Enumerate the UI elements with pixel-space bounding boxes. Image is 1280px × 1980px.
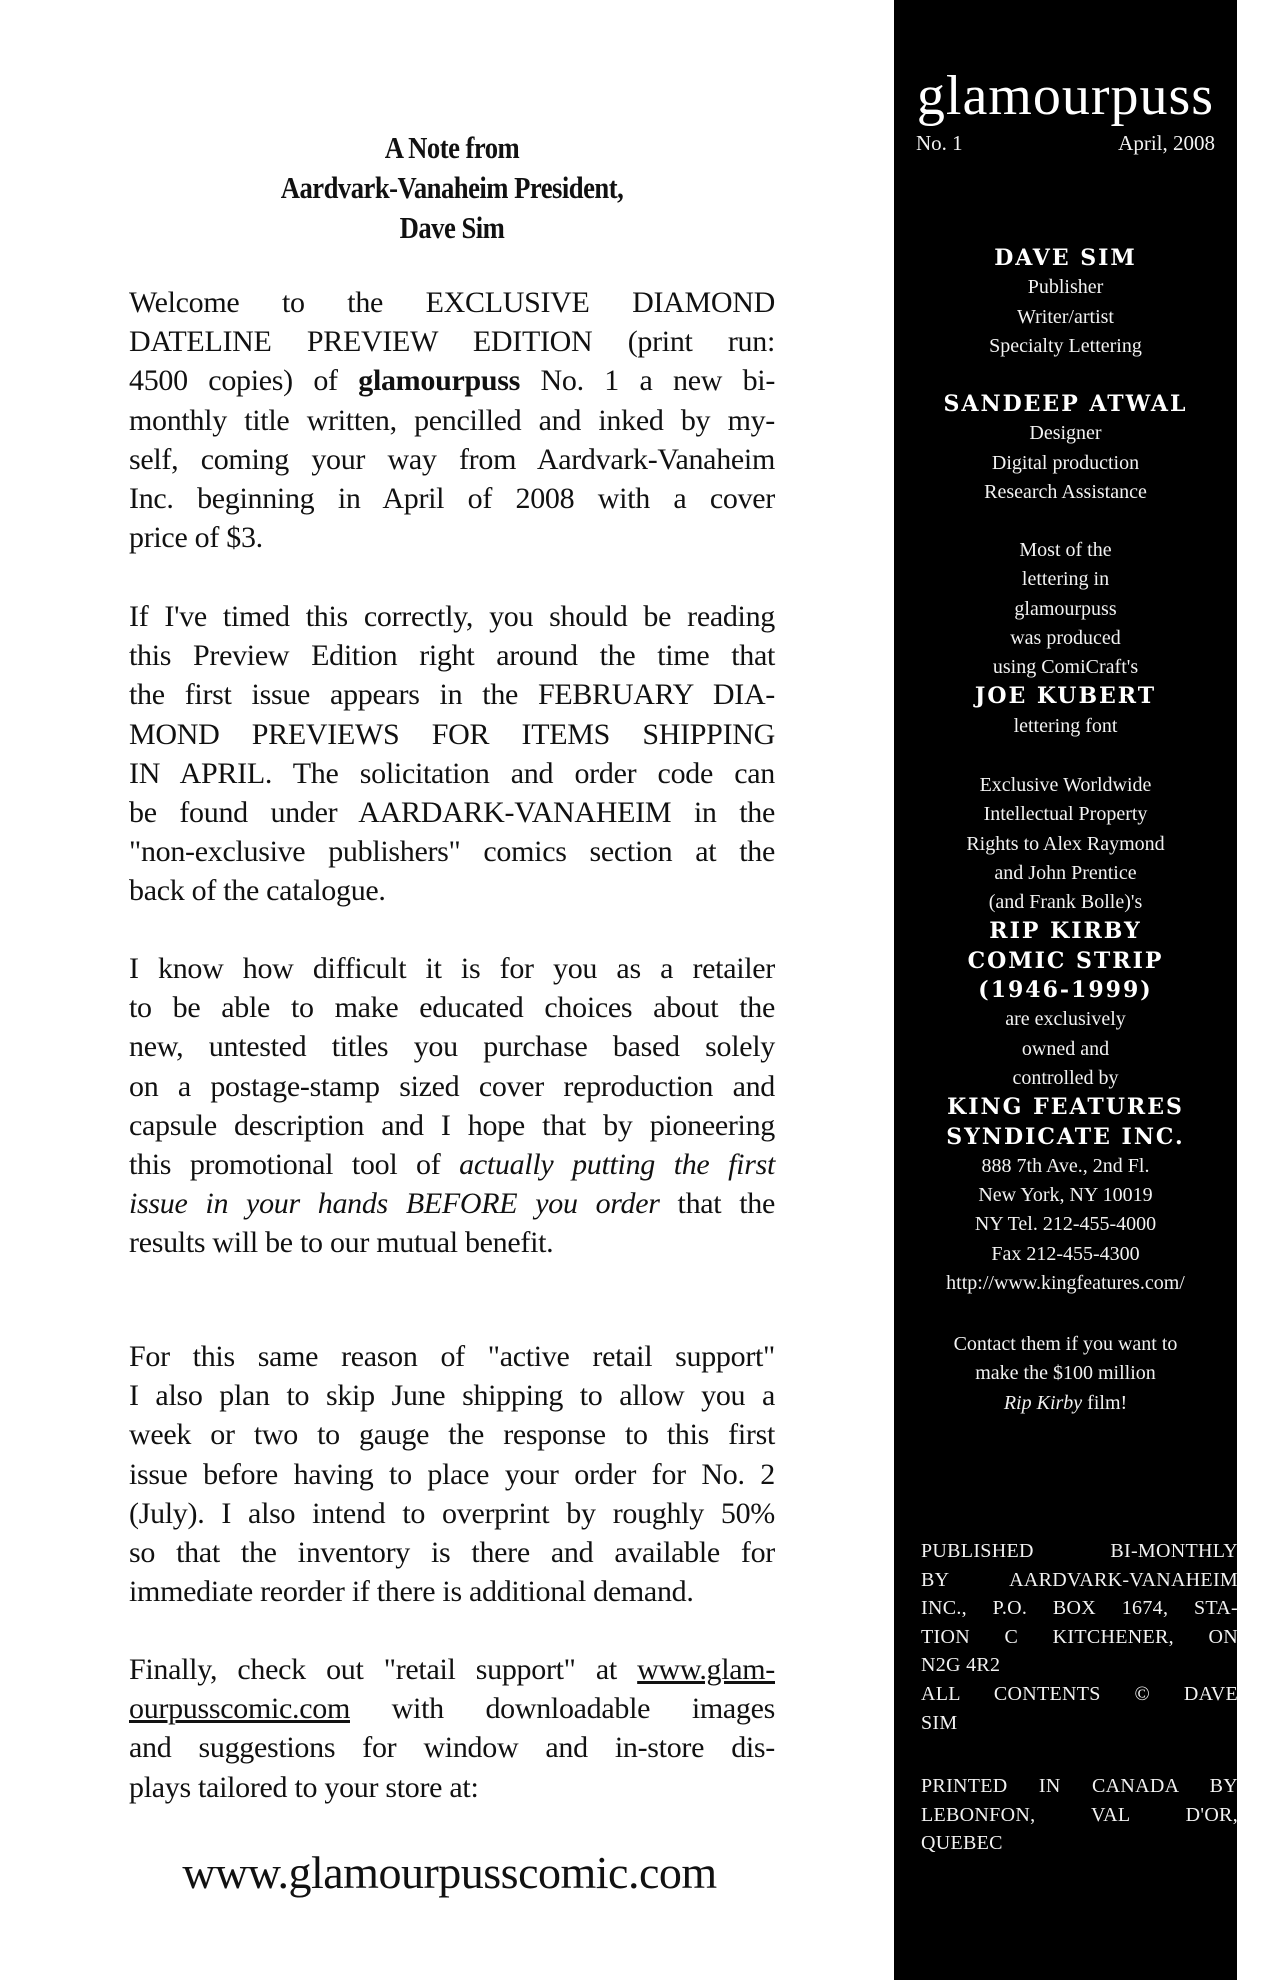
text-line: and John Prentice <box>994 861 1137 884</box>
text-line: For this same reason of "active retail support" <box>129 1340 775 1373</box>
text-line: Finally, check out "retail support" at www.glam- <box>129 1653 775 1686</box>
text-line: the first issue appears in the FEBRUARY DIA- <box>129 678 775 712</box>
text-line: this Preview Edition right around the time that <box>129 639 775 673</box>
rights-note <box>894 771 1237 1298</box>
text-line: controlled by <box>1012 1066 1119 1089</box>
text-line: to be able to make educated choices about the <box>129 991 775 1025</box>
address-line: New York, NY 10019 <box>978 1184 1153 1207</box>
text-line: SIM <box>921 1711 958 1734</box>
title-emphasis: glamourpuss <box>358 364 520 398</box>
paragraph-timing <box>129 597 775 911</box>
text-line: results will be to our mutual benefit. <box>129 1226 554 1260</box>
text-line: Exclusive Worldwide <box>979 774 1152 796</box>
strip-title: RIP KIRBY <box>989 918 1142 945</box>
text-line: self, coming your way from Aardvark-Vanaheim <box>129 442 775 476</box>
website-link[interactable]: ourpusscomic.com <box>129 1692 350 1726</box>
text-line: If I've timed this correctly, you should be reading <box>129 600 775 633</box>
text-line: ourpusscomic.com with downloadable images <box>129 1692 775 1726</box>
text-line: glamourpuss <box>1014 597 1117 620</box>
credit-dave-sim <box>894 244 1237 361</box>
text-line: and suggestions for window and in-store dis- <box>129 1731 775 1765</box>
owner-name: KING FEATURES <box>947 1094 1184 1121</box>
text-line: this promotional tool of actually putting the first <box>129 1147 775 1181</box>
text-line: MOND PREVIEWS FOR ITEMS SHIPPING <box>129 717 775 751</box>
italic-emphasis: issue in your hands BEFORE you order <box>129 1187 660 1221</box>
text-line: INC., P.O. BOX 1674, STA- <box>921 1597 1238 1620</box>
publisher-info <box>921 1537 1238 1737</box>
phone-line: NY Tel. 212-455-4000 <box>974 1213 1157 1236</box>
text-line: price of $3. <box>129 521 263 555</box>
text-line: new, untested titles you purchase based solely <box>129 1030 775 1064</box>
text-line: capsule description and I hope that by pioneering <box>129 1108 775 1142</box>
text-line: make the $100 million <box>975 1362 1156 1385</box>
text-line: Intellectual Property <box>983 803 1148 826</box>
website-url[interactable]: www.glamourpusscomic.com <box>182 1847 717 1898</box>
text-line: are exclusively <box>1005 1008 1126 1031</box>
note-title <box>174 128 730 248</box>
text-line: issue before having to place your order for No. 2 <box>129 1457 775 1491</box>
text-line: LEBONFON, VAL D'OR, <box>921 1803 1238 1826</box>
text-line: "non-exclusive publishers" comics section at the <box>129 835 775 869</box>
text-line: I know how difficult it is for you as a retailer <box>129 952 775 985</box>
text-line: PRINTED IN CANADA BY <box>921 1775 1238 1797</box>
text-line: using ComiCraft's <box>992 656 1139 679</box>
text-line: lettering in <box>1021 568 1110 591</box>
text-line: back of the catalogue. <box>129 874 386 908</box>
credit-role: Research Assistance <box>984 480 1147 503</box>
fax-line: Fax 212-455-4300 <box>991 1242 1140 1265</box>
text-line: Rights to Alex Raymond <box>966 832 1165 855</box>
italic-emphasis: actually putting the first <box>459 1147 775 1181</box>
indicia-panel <box>894 0 1237 1980</box>
credit-role: Designer <box>1029 422 1102 445</box>
issue-date: April, 2008 <box>1118 131 1215 155</box>
credit-role: Publisher <box>1027 276 1104 299</box>
kingfeatures-link[interactable]: http://www.kingfeatures.com/ <box>946 1272 1185 1295</box>
font-name: JOE KUBERT <box>974 683 1157 710</box>
credit-sandeep-atwal <box>894 390 1237 507</box>
note-title-line: A Note from <box>384 130 520 165</box>
film-title: Rip Kirby <box>1003 1391 1083 1414</box>
printer-info <box>921 1772 1238 1858</box>
text-line: I also plan to skip June shipping to allow you a <box>129 1379 775 1413</box>
text-line: 4500 copies) of glamourpuss No. 1 a new bi- <box>129 364 776 398</box>
credit-name: DAVE SIM <box>994 245 1137 271</box>
text-line: Welcome to the EXCLUSIVE DIAMOND <box>129 286 775 319</box>
text-line: so that the inventory is there and available for <box>129 1535 775 1569</box>
credit-role: Writer/artist <box>1017 305 1114 328</box>
text-line: lettering font <box>1013 714 1118 737</box>
text-line: TION C KITCHENER, ON <box>921 1625 1238 1648</box>
paragraph-retail-support <box>129 1337 775 1611</box>
text-line: IN APRIL. The solicitation and order code can <box>129 756 775 790</box>
note-title-line: Dave Sim <box>399 210 505 245</box>
text-line: DATELINE PREVIEW EDITION (print run: <box>129 325 775 359</box>
lettering-note <box>894 536 1237 741</box>
text-line: Most of the <box>1019 539 1112 561</box>
text-line: plays tailored to your store at: <box>129 1770 479 1804</box>
credit-role: Specialty Lettering <box>989 334 1142 357</box>
text-line: week or two to gauge the response to this first <box>129 1418 775 1452</box>
text-line: owned and <box>1021 1037 1110 1060</box>
copyright-line: ALL CONTENTS © DAVE <box>921 1682 1238 1705</box>
paragraph-finally <box>129 1650 775 1807</box>
issue-number: No. 1 <box>916 131 963 155</box>
text-line: (July). I also intend to overprint by roughly 50% <box>129 1496 775 1530</box>
credit-name: SANDEEP ATWAL <box>943 391 1188 417</box>
issue-info <box>916 130 1215 156</box>
text-line: BY AARDVARK-VANAHEIM <box>921 1568 1238 1591</box>
text-line: Inc. beginning in April of 2008 with a cover <box>129 481 775 515</box>
text-line: be found under AARDARK-VANAHEIM in the <box>129 795 775 829</box>
owner-name: SYNDICATE INC. <box>946 1123 1185 1150</box>
contact-note <box>894 1330 1237 1418</box>
masthead-logo: glamourpuss <box>916 65 1215 127</box>
note-title-line: Aardvark-Vanaheim President, <box>280 170 624 205</box>
paragraph-retailer <box>129 949 775 1263</box>
text-line: N2G 4R2 <box>921 1654 1001 1677</box>
credit-role: Digital production <box>991 451 1140 474</box>
text-line: on a postage-stamp sized cover reproduction and <box>129 1069 775 1103</box>
text-line: monthly title written, pencilled and inked by my- <box>129 403 775 437</box>
paragraph-welcome <box>129 283 775 557</box>
text-line: Contact them if you want to <box>953 1333 1178 1355</box>
text-line: QUEBEC <box>921 1832 1003 1855</box>
text-line: PUBLISHED BI-MONTHLY <box>921 1540 1238 1562</box>
website-link[interactable]: www.glam- <box>637 1653 775 1686</box>
text-line: immediate reorder if there is additional demand. <box>129 1575 694 1609</box>
text-line: was produced <box>1010 626 1121 649</box>
strip-years: (1946-1999) <box>978 977 1153 1004</box>
address-line: 888 7th Ave., 2nd Fl. <box>981 1154 1150 1177</box>
strip-title: COMIC STRIP <box>967 947 1164 974</box>
text-line: issue in your hands BEFORE you order that the <box>129 1187 775 1221</box>
text-line: Rip Kirby film! <box>1003 1391 1128 1414</box>
text-line: (and Frank Bolle)'s <box>988 891 1143 914</box>
